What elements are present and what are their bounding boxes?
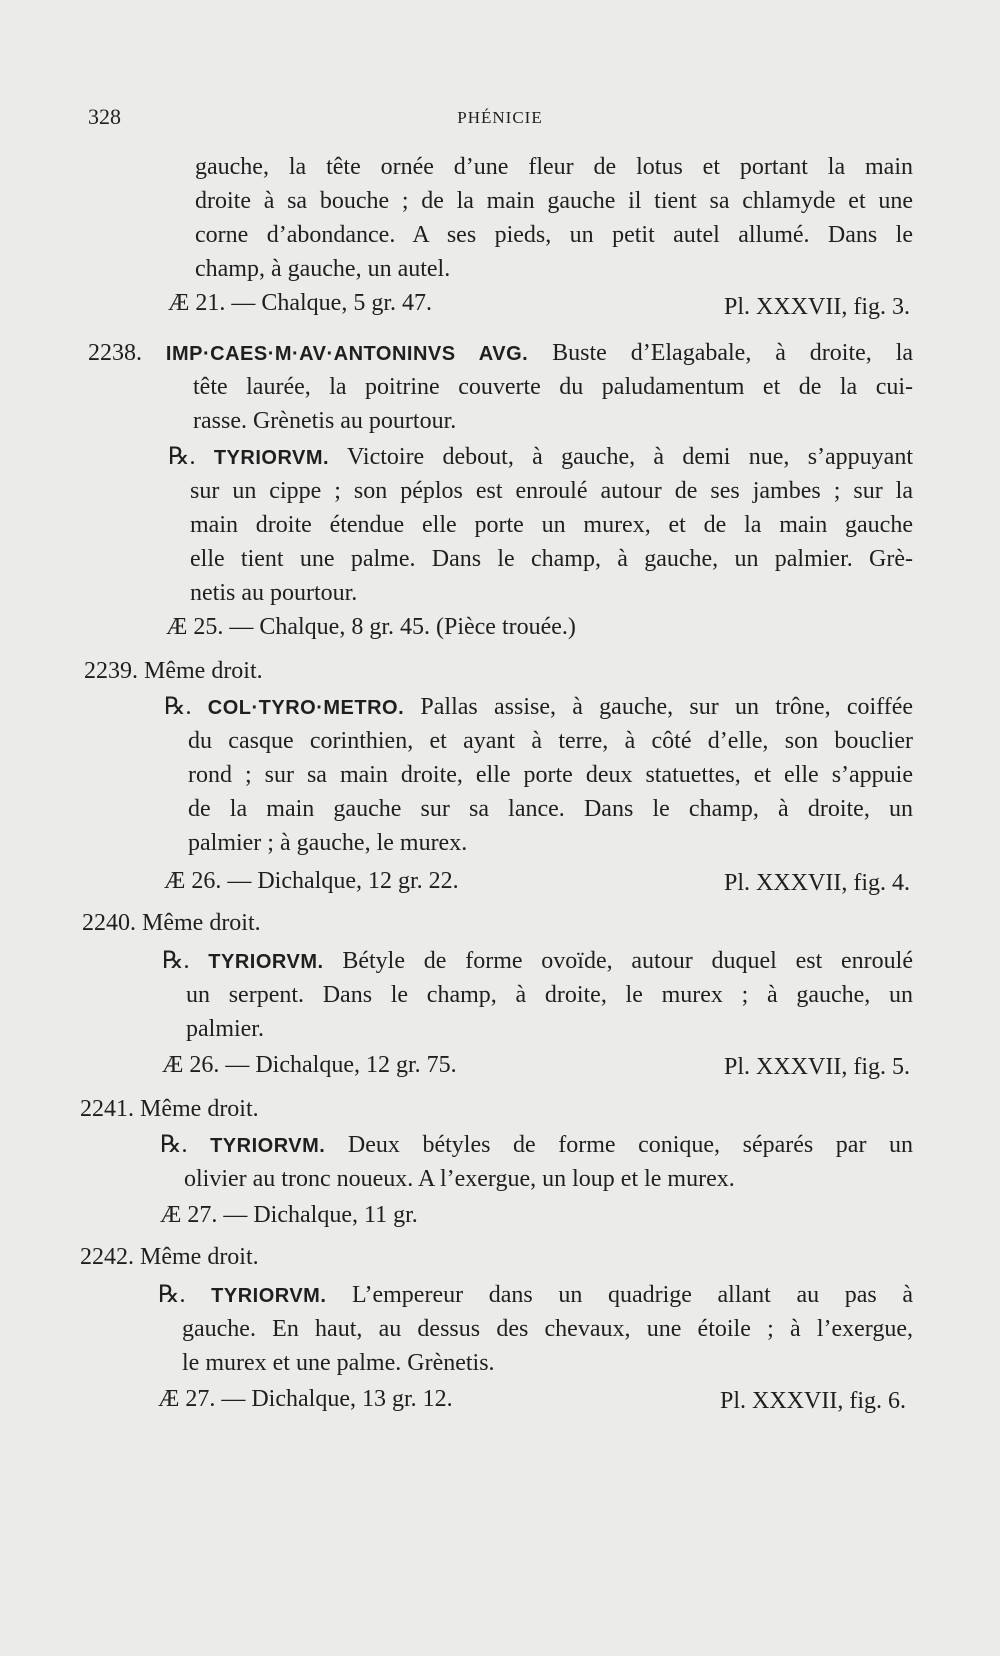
obverse-description: Même droit. bbox=[140, 1096, 259, 1122]
measurement-line: Æ 21. — Chalque, 5 gr. 47. bbox=[168, 290, 432, 316]
text-line: corne d’abondance. A ses pieds, un petit autel allumé. Dans le bbox=[195, 222, 913, 248]
text-line: sur un cippe ; son péplos est enroulé autour de ses jambes ; sur la bbox=[190, 478, 913, 504]
plate-reference: Pl. XXXVII, fig. 5. bbox=[724, 1054, 910, 1080]
entry-2240-obverse-line bbox=[82, 906, 261, 940]
entry-number: 2241. bbox=[80, 1096, 134, 1122]
entry-number: 2240. bbox=[82, 910, 136, 936]
obverse-description: Buste d’Elagabale, à droite, la bbox=[552, 340, 914, 366]
reverse-mark: ℞. bbox=[160, 1132, 188, 1158]
measurement-line: Æ 25. — Chalque, 8 gr. 45. (Pièce trouée.) bbox=[166, 614, 576, 640]
reverse-mark: ℞. bbox=[162, 948, 190, 974]
text-line: olivier au tronc noueux. A l’exergue, un loup et le murex. bbox=[184, 1166, 735, 1192]
reverse-mark: ℞. bbox=[164, 694, 192, 720]
entry-number: 2239. bbox=[84, 658, 138, 684]
reverse-description: Bétyle de forme ovoïde, autour duquel est enroulé bbox=[342, 948, 913, 974]
plate-reference: Pl. XXXVII, fig. 4. bbox=[724, 870, 910, 896]
entry-2241-obverse-line bbox=[80, 1092, 259, 1126]
text-line: champ, à gauche, un autel. bbox=[195, 256, 451, 282]
text-line: le murex et une palme. Grènetis. bbox=[182, 1350, 495, 1376]
reverse-legend: COL·TYRO·METRO. bbox=[207, 697, 405, 719]
entry-2242-obverse-line bbox=[80, 1240, 259, 1274]
text-line: rasse. Grènetis au pourtour. bbox=[193, 408, 457, 434]
plate-reference: Pl. XXXVII, fig. 3. bbox=[724, 294, 910, 320]
reverse-mark: ℞. bbox=[158, 1282, 186, 1308]
page-header bbox=[0, 104, 1000, 134]
obverse-legend: IMP·CAES·M·AV·ANTONINVS AVG. bbox=[165, 343, 529, 365]
measurement-line: Æ 27. — Dichalque, 13 gr. 12. bbox=[158, 1386, 453, 1412]
text-line: du casque corinthien, et ayant à terre, à côté d’elle, son bouclier bbox=[188, 728, 913, 754]
text-line: gauche, la tête ornée d’une fleur de lotus et portant la main bbox=[195, 154, 913, 180]
entry-2238-reverse-line bbox=[168, 440, 913, 474]
plate-reference: Pl. XXXVII, fig. 6. bbox=[720, 1388, 906, 1414]
obverse-description: Même droit. bbox=[144, 658, 263, 684]
entry-number: 2242. bbox=[80, 1244, 134, 1270]
entry-2241-reverse-line bbox=[160, 1128, 913, 1162]
measurement-line: Æ 26. — Dichalque, 12 gr. 75. bbox=[162, 1052, 457, 1078]
text-line: netis au pourtour. bbox=[190, 580, 358, 606]
entry-2239-obverse-line bbox=[84, 654, 263, 688]
entry-number: 2238. bbox=[88, 340, 142, 366]
reverse-mark: ℞. bbox=[168, 444, 196, 470]
measurement-line: Æ 26. — Dichalque, 12 gr. 22. bbox=[164, 868, 459, 894]
reverse-description: L’empereur dans un quadrige allant au pas à bbox=[352, 1282, 914, 1308]
reverse-description: Pallas assise, à gauche, sur un trône, coiffée bbox=[420, 694, 914, 720]
reverse-legend: TYRIORVM. bbox=[213, 447, 330, 469]
text-line: de la main gauche sur sa lance. Dans le champ, à droite, un bbox=[188, 796, 913, 822]
text-line: palmier ; à gauche, le murex. bbox=[188, 830, 468, 856]
text-line: gauche. En haut, au dessus des chevaux, une étoile ; à l’exergue, bbox=[182, 1316, 913, 1342]
entry-2242-reverse-line bbox=[158, 1278, 913, 1312]
page-number: 328 bbox=[88, 104, 121, 129]
entry-2239-reverse-line bbox=[164, 690, 913, 724]
text-line: un serpent. Dans le champ, à droite, le murex ; à gauche, un bbox=[186, 982, 913, 1008]
reverse-legend: TYRIORVM. bbox=[211, 1285, 327, 1307]
text-line: droite à sa bouche ; de la main gauche il tient sa chlamyde et une bbox=[195, 188, 913, 214]
running-title: PHÉNICIE bbox=[457, 108, 543, 127]
reverse-legend: TYRIORVM. bbox=[210, 1135, 326, 1157]
entry-2240-reverse-line bbox=[162, 944, 913, 978]
text-line: elle tient une palme. Dans le champ, à gauche, un palmier. Grè- bbox=[190, 546, 913, 572]
reverse-legend: TYRIORVM. bbox=[208, 951, 324, 973]
entry-2238-obverse-line bbox=[88, 336, 913, 370]
text-line: tête laurée, la poitrine couverte du paludamentum et de la cui- bbox=[193, 374, 913, 400]
obverse-description: Même droit. bbox=[142, 910, 261, 936]
reverse-description: Victoire debout, à gauche, à demi nue, s’appuyant bbox=[347, 444, 914, 470]
text-line: main droite étendue elle porte un murex, et de la main gauche bbox=[190, 512, 913, 538]
text-line: palmier. bbox=[186, 1016, 264, 1042]
obverse-description: Même droit. bbox=[140, 1244, 259, 1270]
measurement-line: Æ 27. — Dichalque, 11 gr. bbox=[160, 1202, 418, 1228]
text-line: rond ; sur sa main droite, elle porte deux statuettes, et elle s’appuie bbox=[188, 762, 913, 788]
reverse-description: Deux bétyles de forme conique, séparés par un bbox=[347, 1132, 913, 1158]
